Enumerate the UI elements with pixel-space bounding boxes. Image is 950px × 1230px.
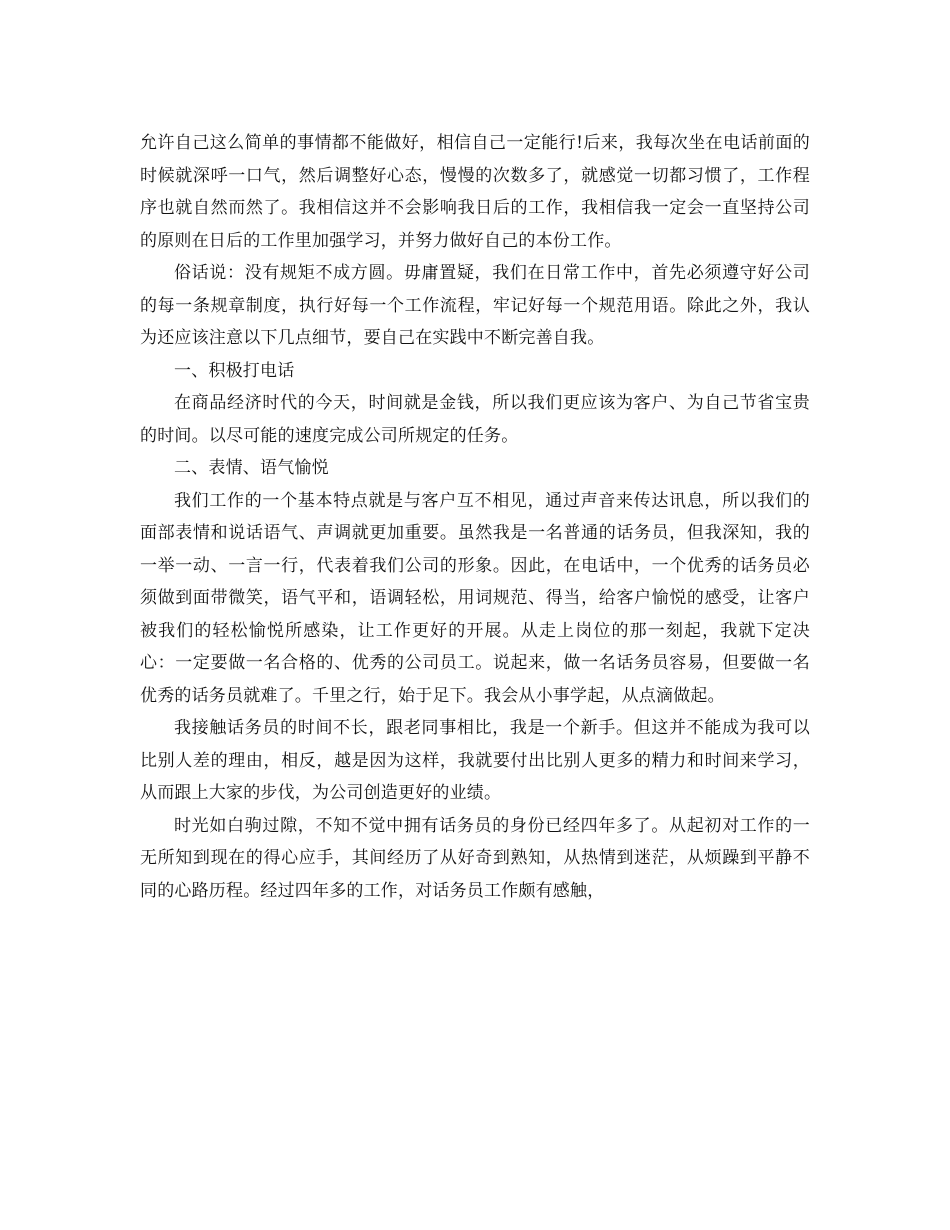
section-heading-2: 二、表情、语气愉悦 — [174, 458, 329, 478]
paragraph-4: 我们工作的一个基本特点就是与客户互不相见，通过声音来传达讯息，所以我们的面部表情和说话语气、声调就更加重要。虽然我是一名普通的话务员，但我深知，我的一举一动、一言一行，代表着我们公司的形象。因此，在电话中，一个优秀的话务员必须做到面带微笑，语气平和，语调轻松，用词规范、得当，给客户愉悦的感受，让客户被我们的轻松愉悦所感染，让工作更好的开展。从走上岗位的那一刻起，我就下定决心：一定要做一名合格的、优秀的公司员工。说起来，做一名话务员容易，但要做一名优秀的话务员就难了。千里之行，始于足下。我会从小事学起，从点滴做起。 — [140, 490, 810, 706]
paragraph-5: 我接触话务员的时间不长，跟老同事相比，我是一个新手。但这并不能成为我可以比别人差的理由，相反，越是因为这样，我就要付出比别人更多的精力和时间来学习，从而跟上大家的步伐，为公司创造更好的业绩。 — [140, 718, 810, 803]
paragraph-6: 时光如白驹过隙，不知不觉中拥有话务员的身份已经四年多了。从起初对工作的一无所知到现在的得心应手，其间经历了从好奇到熟知，从热情到迷茫，从烦躁到平静不同的心路历程。经过四年多的工作，对话务员工作颇有感触， — [140, 815, 810, 901]
paragraph-1: 允许自己这么简单的事情都不能做好，相信自己一定能行!后来，我每次坐在电话前面的时候就深呼一口气，然后调整好心态，慢慢的次数多了，就感觉一切都习惯了，工作程序也就自然而然了。我相信这并不会影响我日后的工作，我相信我一定会一直坚持公司的原则在日后的工作里加强学习，并努力做好自己的本份工作。 — [140, 133, 810, 251]
paragraph-2: 俗话说：没有规矩不成方圆。毋庸置疑，我们在日常工作中，首先必须遵守好公司的每一条规章制度，执行好每一个工作流程，牢记好每一个规范用语。除此之外，我认为还应该注意以下几点细节，要自己在实践中不断完善自我。 — [140, 263, 810, 348]
paragraph-3: 在商品经济时代的今天，时间就是金钱，所以我们更应该为客户、为自己节省宝贵的时间。以尽可能的速度完成公司所规定的任务。 — [140, 393, 810, 446]
document-body — [140, 127, 810, 907]
section-heading-1: 一、积极打电话 — [174, 360, 295, 381]
